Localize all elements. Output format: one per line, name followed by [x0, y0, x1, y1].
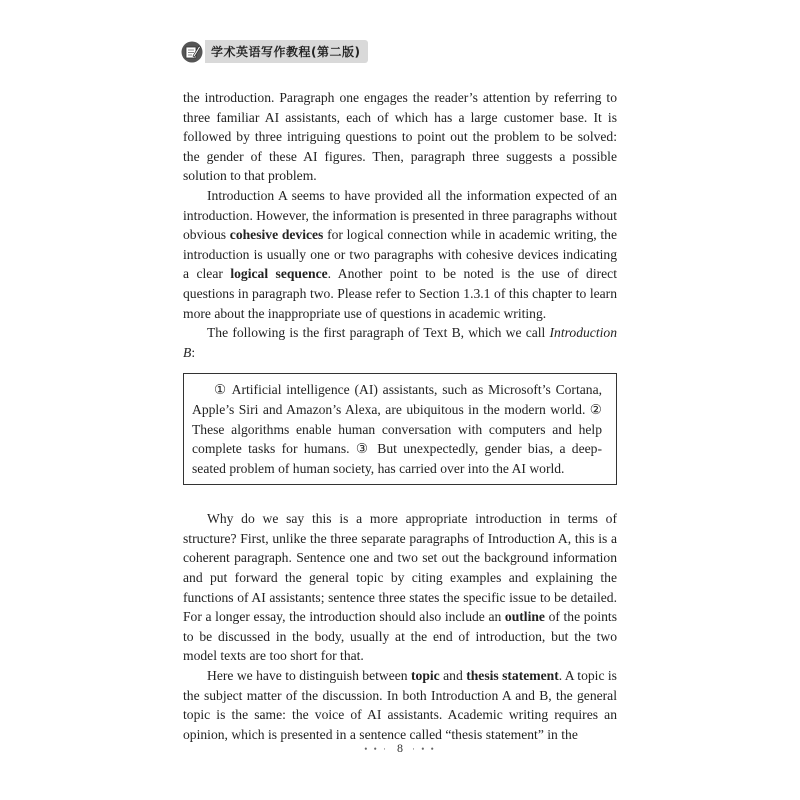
running-header: [181, 40, 368, 63]
paragraph: Here we have to distinguish between topic and thesis statement. A topic is the subject matter of the discussion. In both Introduction A and B, the general topic is the same: the voice of AI assistants. Academic writing requires an opinion, which is presented in a sentence called “thesis statement” in the: [183, 668, 617, 742]
paragraph: the introduction. Paragraph one engages the reader’s attention by referring to three familiar AI assistants, each of which has a large customer base. It is followed by three intriguing questions to point out the problem to be solved: the gender of these AI figures. Then, paragraph three suggests a possible solution to that problem.: [183, 90, 617, 184]
italic-term: Introduction B: [183, 325, 617, 360]
box-text: ① Artificial intelligence (AI) assistants, such as Microsoft’s Cortana, Apple’s Siri and Amazon’s Alexa, are ubiquitous in the modern world. ② These algorithms enable human conversation with computers and help complete tasks for humans. ③ But unexpectedly, gender bias, a deep-seated problem of human society, has carried over into the AI world.: [192, 382, 602, 476]
quoted-example-box: [183, 373, 617, 485]
page-body: [183, 88, 617, 744]
page-footer: [0, 741, 800, 756]
page-number: 8: [397, 741, 403, 755]
pencil-notebook-icon: [181, 41, 203, 63]
bold-term: cohesive devices: [229, 227, 324, 243]
paragraph: Why do we say this is a more appropriate introduction in terms of structure? First, unlike the three separate paragraphs of Introduction A, this is a coherent paragraph. Sentence one and two set out the background information and put forward the general topic by citing examples and explaining the functions of AI assistants; sentence three states the specific issue to be detailed. For a longer essay, the introduction should also include an outline of the points to be discussed in the body, usually at the end of introduction, but the two model texts are too short for that.: [183, 511, 617, 664]
footer-dots-right: · • •: [412, 744, 436, 754]
footer-dots-left: • • ·: [364, 744, 388, 754]
paragraph: The following is the first paragraph of Text B, which we call Introduction B:: [183, 325, 617, 360]
bold-term: thesis statement: [466, 668, 559, 684]
bold-term: logical sequence: [230, 266, 328, 282]
bold-term: topic: [411, 668, 440, 684]
bold-term: outline: [504, 609, 545, 625]
book-title: 学术英语写作教程(第二版): [205, 40, 368, 63]
paragraph: Introduction A seems to have provided all the information expected of an introduction. However, the information is presented in three paragraphs without obvious cohesive devices for logical connection while in academic writing, the introduction is usually one or two paragraphs with cohesive devices indicating a clear logical sequence. Another point to be noted is the use of direct questions in paragraph two. Please refer to Section 1.3.1 of this chapter to learn more about the inappropriate use of questions in academic writing.: [183, 187, 618, 321]
